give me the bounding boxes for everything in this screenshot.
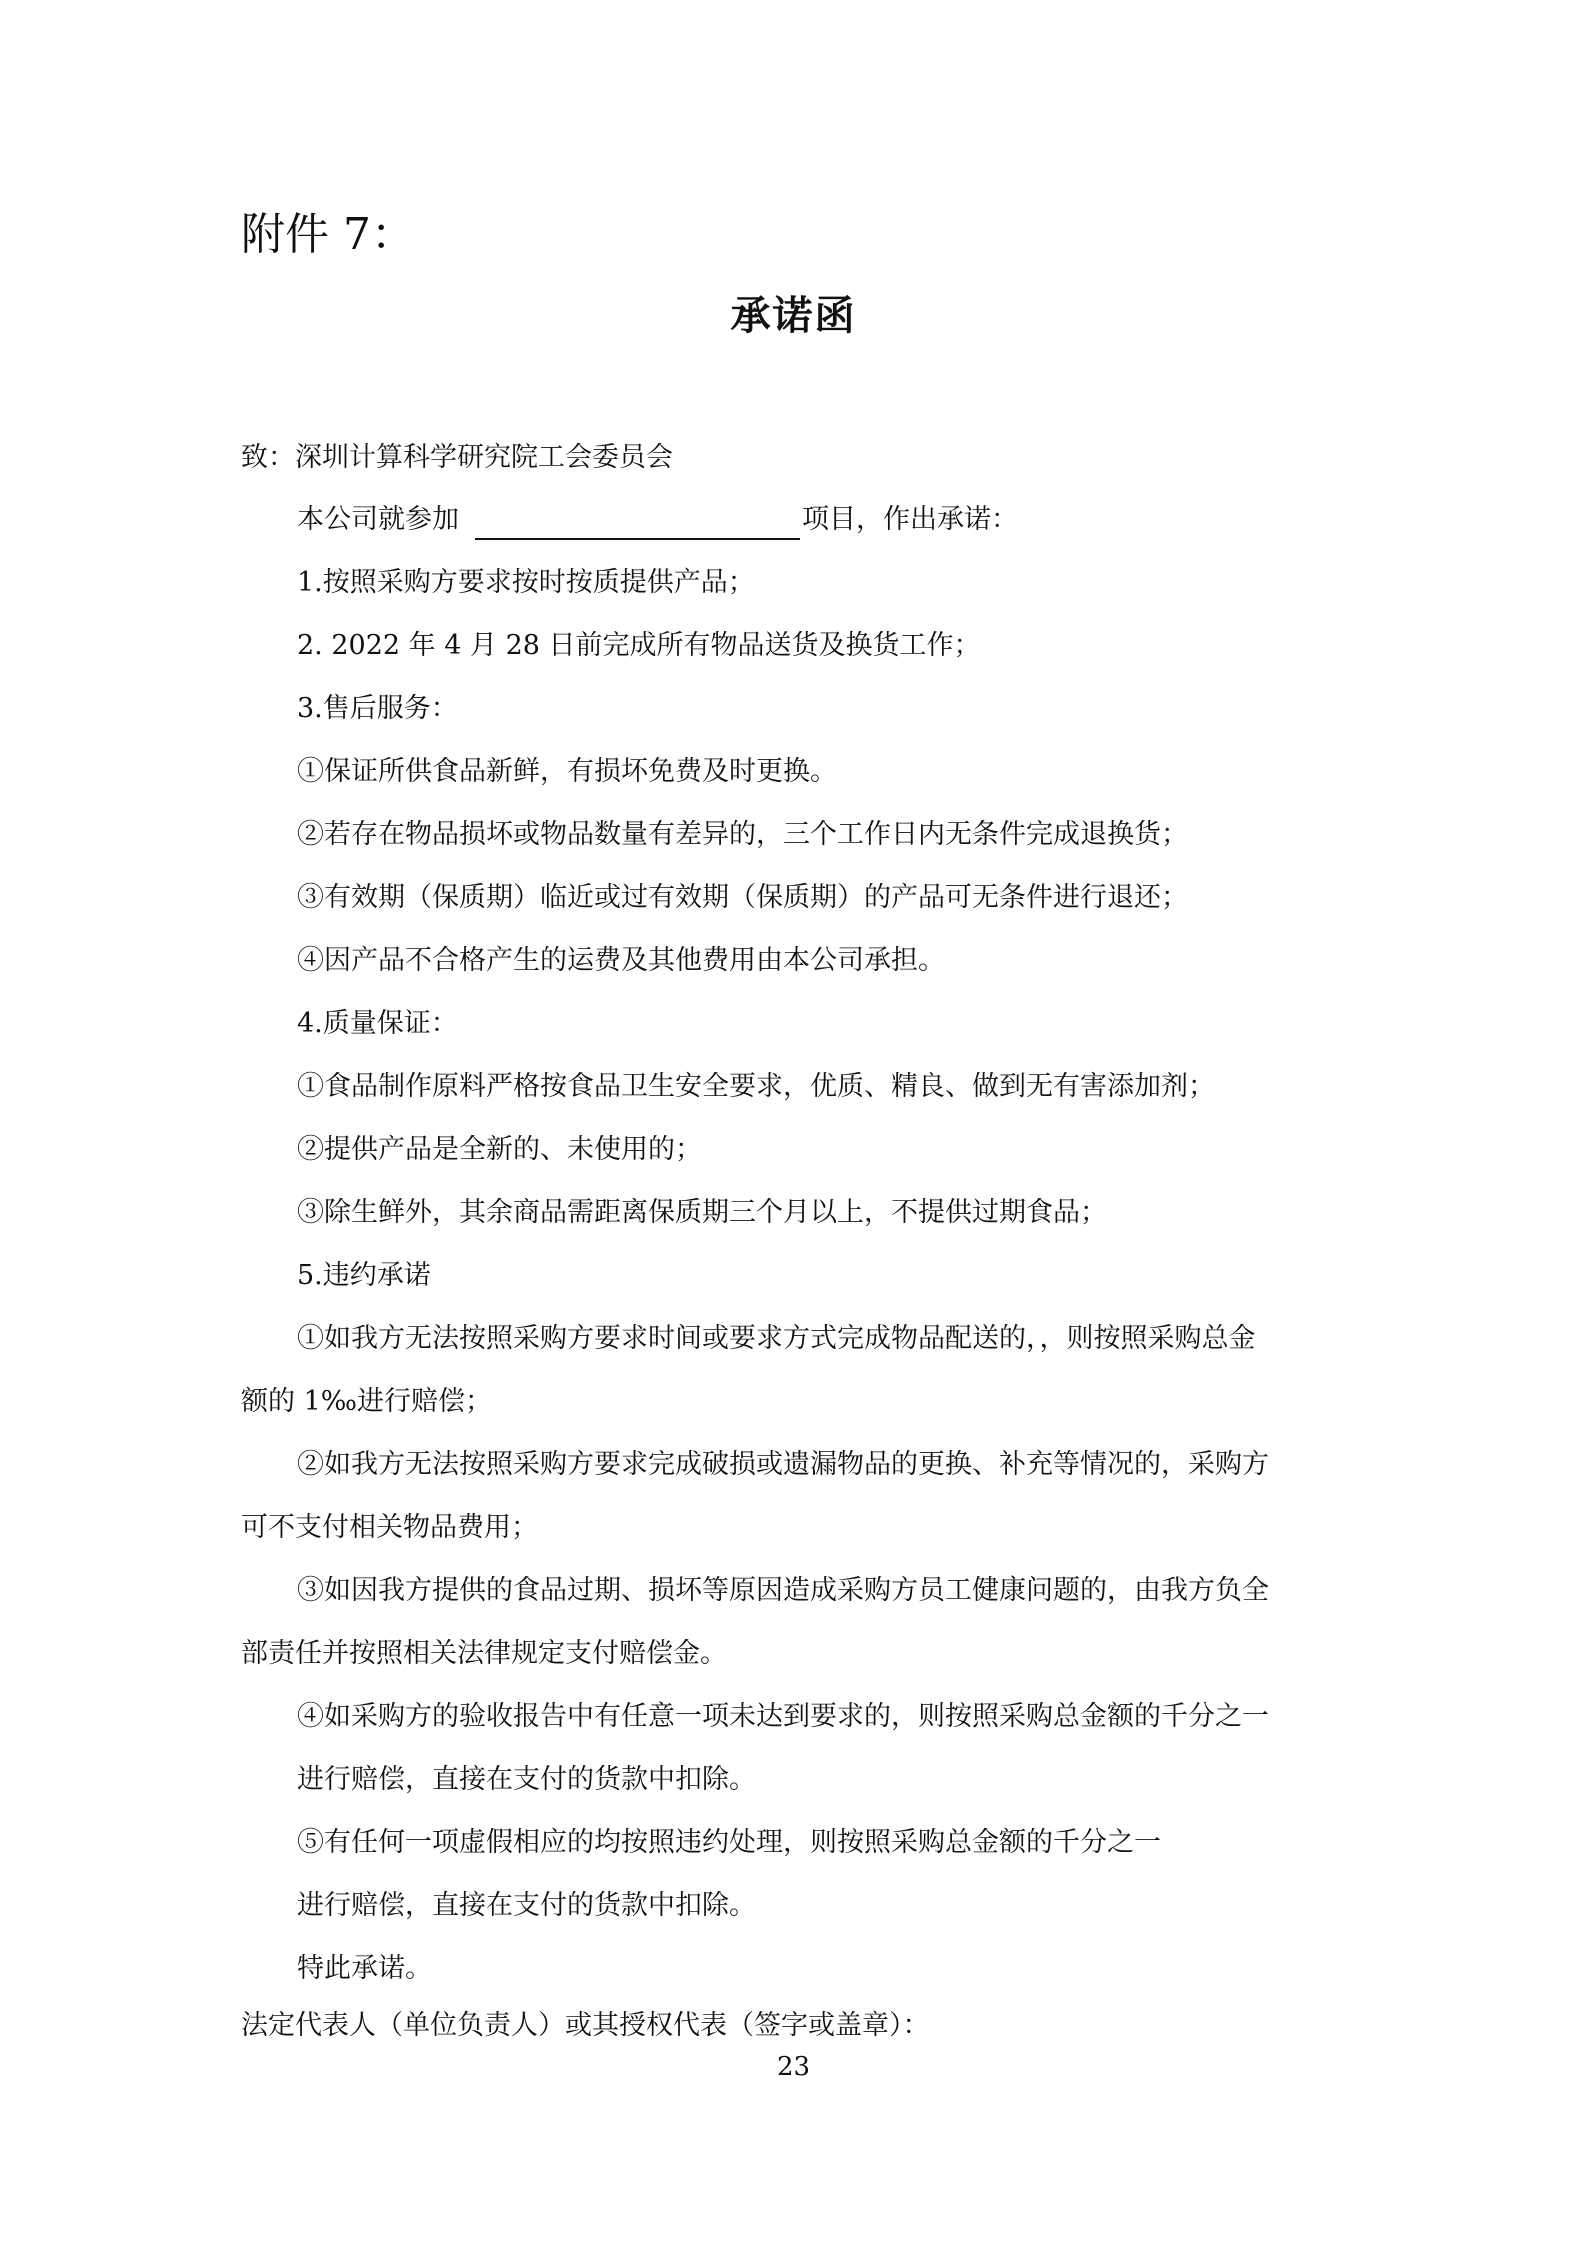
- section-heading: 5.违约承诺: [297, 1260, 431, 1291]
- commitment-line: ④如采购方的验收报告中有任意一项未达到要求的，则按照采购总金额的千分之一: [297, 1701, 1269, 1732]
- project-name-blank: [475, 508, 800, 540]
- commitment-line: ①保证所供食品新鲜，有损坏免费及时更换。: [297, 756, 837, 787]
- commitment-line: 1.按照采购方要求按时按质提供产品；: [297, 567, 755, 598]
- commitment-line: 部责任并按照相关法律规定支付赔偿金。: [241, 1638, 727, 1669]
- commitment-line: ①食品制作原料严格按食品卫生安全要求，优质、精良、做到无有害添加剂；: [297, 1071, 1215, 1102]
- commitment-line: ⑤有任何一项虚假相应的均按照违约处理，则按照采购总金额的千分之一: [297, 1827, 1161, 1858]
- section-heading: 3.售后服务：: [297, 693, 458, 724]
- commitment-line: ②提供产品是全新的、未使用的；: [297, 1134, 702, 1165]
- commitment-line: ②若存在物品损坏或物品数量有差异的，三个工作日内无条件完成退换货；: [297, 819, 1188, 850]
- section-heading: 4.质量保证：: [297, 1008, 458, 1039]
- commitment-line: ③除生鲜外，其余商品需距离保质期三个月以上，不提供过期食品；: [297, 1197, 1107, 1228]
- attachment-label: 附件 7：: [241, 209, 415, 260]
- closing-line: 特此承诺。: [297, 1953, 432, 1984]
- commitment-line: ③如因我方提供的食品过期、损坏等原因造成采购方员工健康问题的，由我方负全: [297, 1575, 1269, 1606]
- addressee-line: 致：深圳计算科学研究院工会委员会: [241, 442, 673, 473]
- commitment-line: 2. 2022 年 4 月 28 日前完成所有物品送货及换货工作；: [297, 630, 981, 661]
- intro-text-after: 项目，作出承诺：: [802, 504, 1018, 535]
- commitment-line: ③有效期（保质期）临近或过有效期（保质期）的产品可无条件进行退还；: [297, 882, 1188, 913]
- commitment-line: 可不支付相关物品费用；: [241, 1512, 538, 1543]
- commitment-line: ①如我方无法按照采购方要求时间或要求方式完成物品配送的，，则按照采购总金: [297, 1323, 1256, 1354]
- commitment-line: 进行赔偿，直接在支付的货款中扣除。: [297, 1890, 756, 1921]
- commitment-line: ②如我方无法按照采购方要求完成破损或遗漏物品的更换、补充等情况的，采购方: [297, 1449, 1269, 1480]
- intro-line: [297, 500, 1018, 540]
- commitment-line: 额的 1‰进行赔偿；: [241, 1386, 492, 1417]
- document-title: 承诺函: [730, 293, 857, 339]
- page-number: 23: [776, 2052, 811, 2082]
- commitment-line: ④因产品不合格产生的运费及其他费用由本公司承担。: [297, 945, 945, 976]
- commitment-line: 进行赔偿，直接在支付的货款中扣除。: [297, 1764, 756, 1795]
- intro-text-before: 本公司就参加: [297, 504, 459, 535]
- signature-line: 法定代表人（单位负责人）或其授权代表（签字或盖章）：: [241, 2010, 930, 2041]
